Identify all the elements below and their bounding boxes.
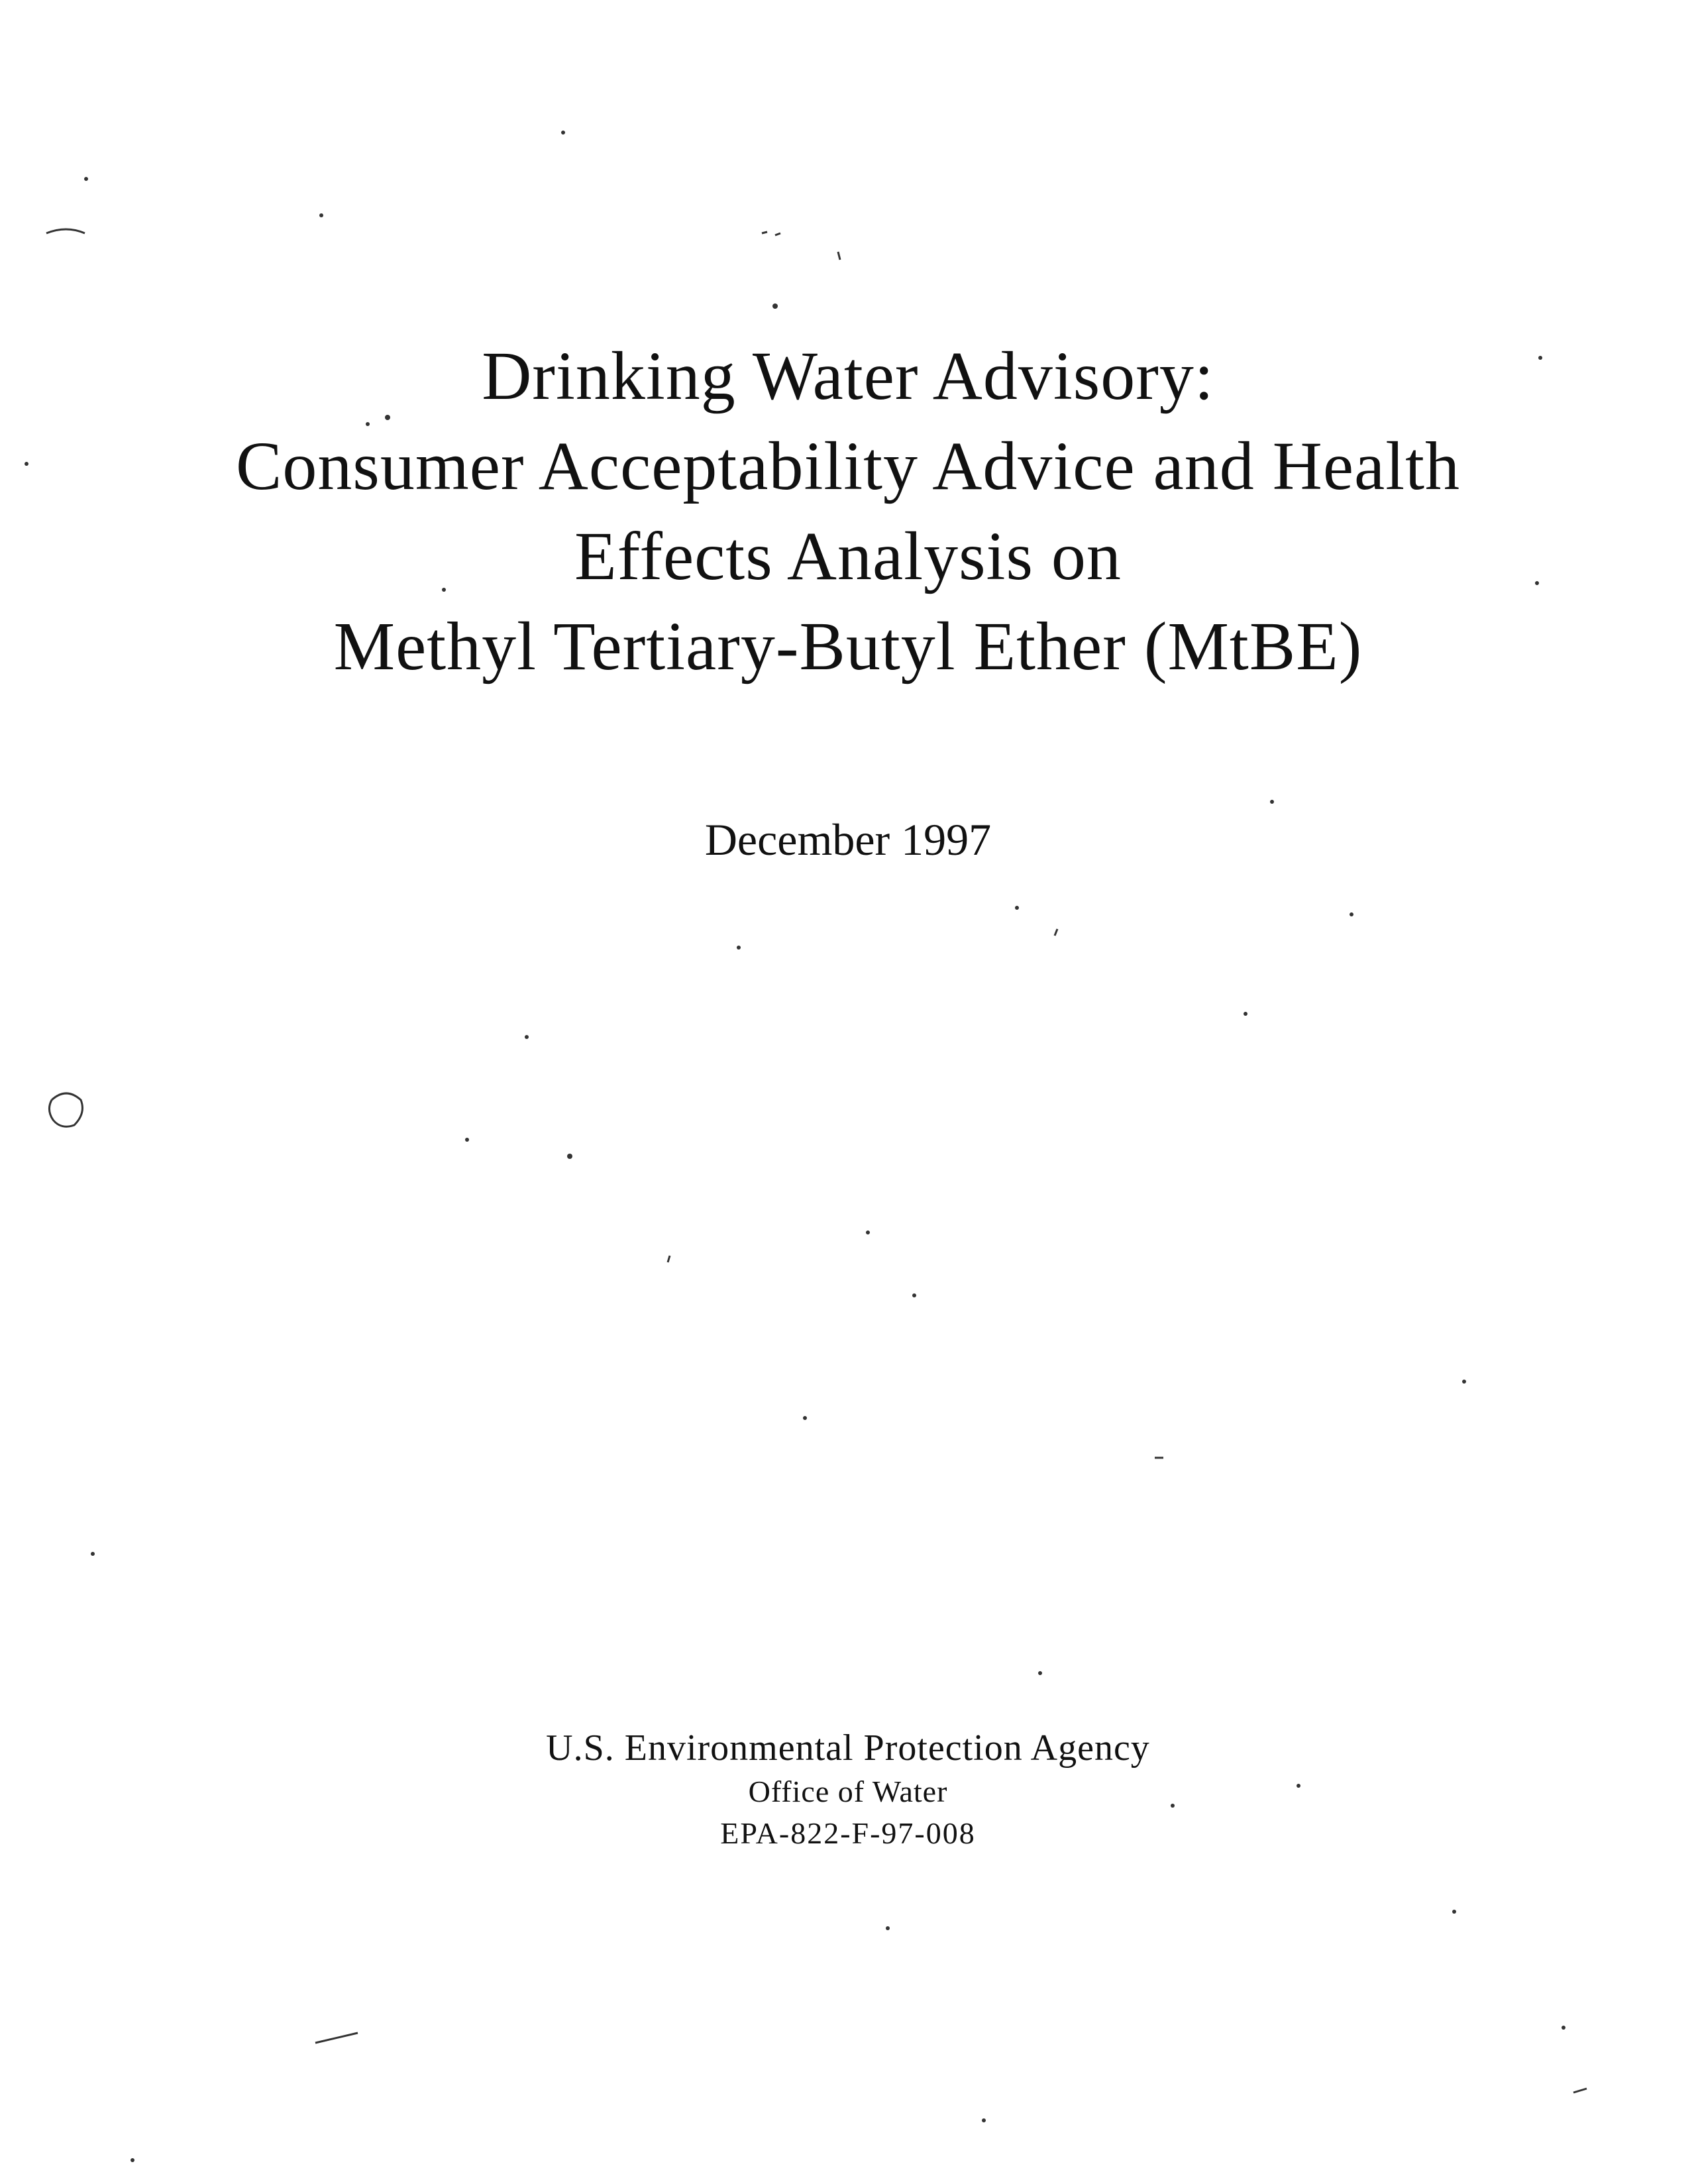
title-line-4: Methyl Tertiary-Butyl Ether (MtBE) [333,608,1363,684]
publisher-block [0,1725,1696,1854]
document-title [0,331,1696,692]
title-line-3: Effects Analysis on [574,518,1122,594]
document-number: EPA-822-F-97-008 [720,1816,976,1850]
title-line-2: Consumer Acceptability Advice and Health [236,428,1460,504]
publication-date: December 1997 [704,814,992,865]
title-line-1: Drinking Water Advisory: [482,338,1214,414]
office-name: Office of Water [748,1774,948,1808]
agency-name: U.S. Environmental Protection Agency [546,1727,1150,1769]
